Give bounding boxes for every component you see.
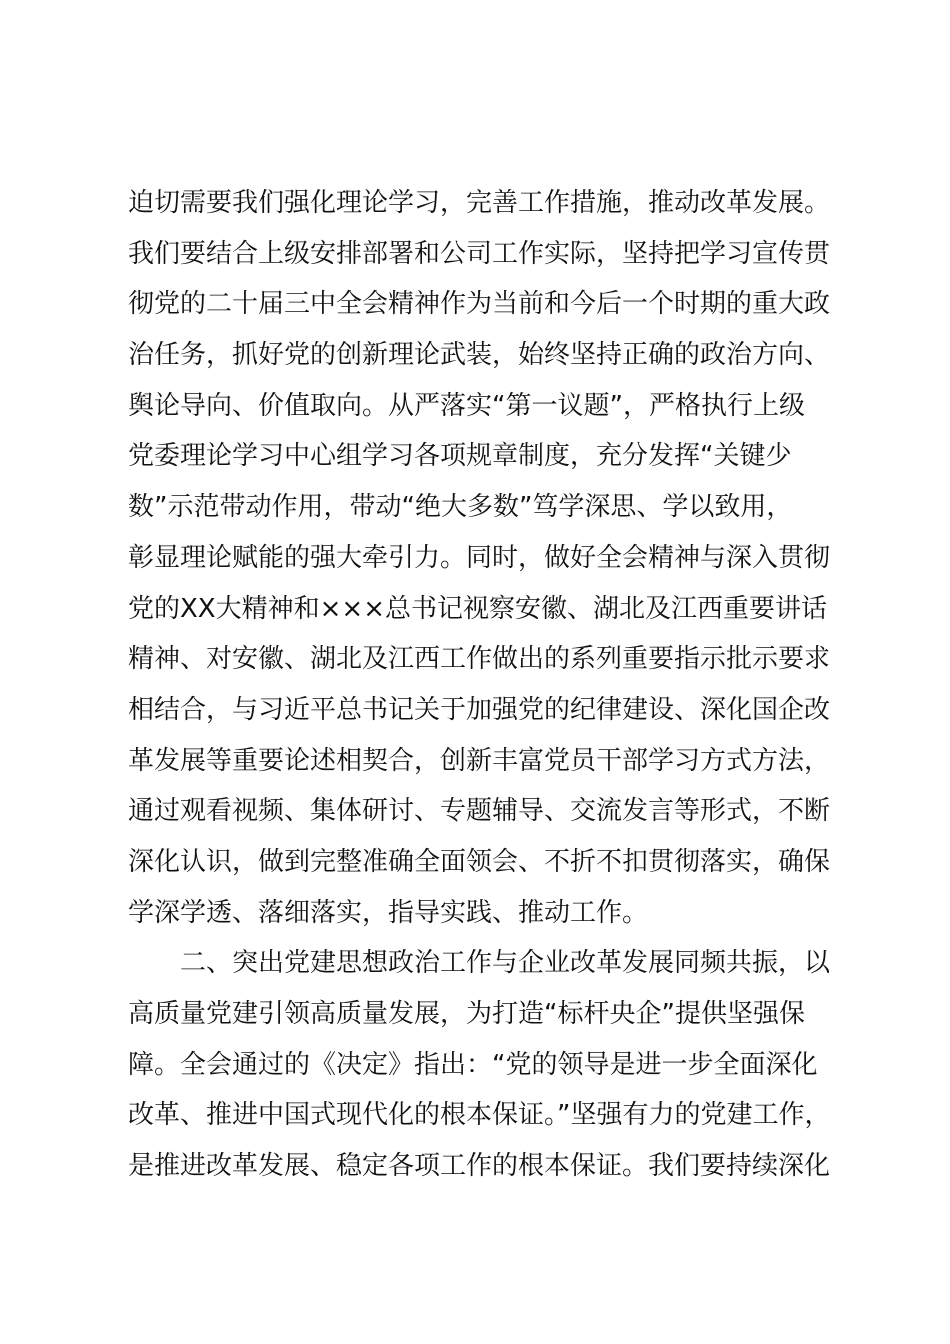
text-line: 通过观看视频、集体研讨、专题辅导、交流发言等形式，不断	[128, 796, 831, 827]
text-line: 相结合，与习近平总书记关于加强党的纪律建设、深化国企改	[128, 694, 831, 725]
text-line: 数”示范带动作用，带动“绝大多数”笃学深思、学以致用，	[128, 492, 793, 523]
paragraph-1	[128, 178, 848, 938]
text-line: 彰显理论赋能的强大牵引力。同时，做好全会精神与深入贯彻	[128, 542, 831, 573]
text-line: 学深学透、落细落实，指导实践、推动工作。	[128, 897, 649, 928]
text-line: 党委理论学习中心组学习各项规章制度，充分发挥“关键少	[128, 441, 792, 472]
text-line: 改革、推进中国式现代化的根本保证。”坚强有力的党建工作，	[128, 1100, 831, 1131]
text-line: 我们要结合上级安排部署和公司工作实际，坚持把学习宣传贯	[128, 238, 831, 269]
text-line: 精神、对安徽、湖北及江西工作做出的系列重要指示批示要求	[128, 644, 831, 675]
text-line: 高质量党建引领高质量发展，为打造“标杆央企”提供坚强保	[128, 999, 805, 1029]
text-line: 迫切需要我们强化理论学习，完善工作措施，推动改革发展。	[128, 188, 831, 218]
text-line: 是推进改革发展、稳定各项工作的根本保证。我们要持续深化	[128, 1151, 831, 1182]
body-text	[128, 178, 848, 1192]
paragraph-2	[128, 938, 848, 1191]
text-line: 深化认识，做到完整准确全面领会、不折不扣贯彻落实，确保	[128, 846, 831, 877]
text-line: 彻党的二十届三中全会精神作为当前和今后一个时期的重大政	[128, 289, 831, 320]
text-line: 党的XX大精神和×××总书记视察安徽、湖北及江西重要讲话	[128, 593, 827, 624]
text-line: 二、突出党建思想政治工作与企业改革发展同频共振，以	[180, 948, 831, 979]
text-line: 障。全会通过的《决定》指出：“党的领导是进一步全面深化	[128, 1049, 818, 1080]
text-line: 革发展等重要论述相契合，创新丰富党员干部学习方式方法，	[128, 745, 831, 776]
text-line: 舆论导向、价值取向。从严落实“第一议题”，严格执行上级	[128, 390, 805, 421]
text-line: 治任务，抓好党的创新理论武装，始终坚持正确的政治方向、	[128, 340, 831, 371]
